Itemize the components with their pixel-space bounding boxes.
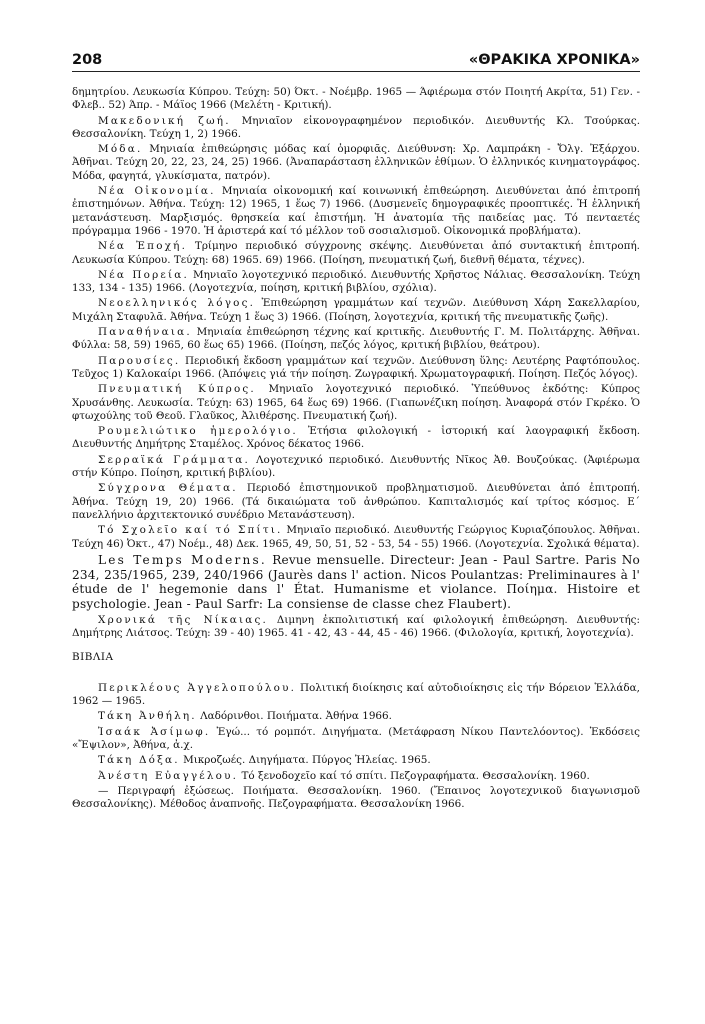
entry-text: Μηνιαία ἐπιθεώρησις μόδας καί ὀμορφιᾶς. Διεύθυνση: Χρ. Λαμπράκη - Ὄλγ. Ἐξάρχου. Ἀθῆναι. Τεύχη 20, 22, 23, 24, 25) 1966. (Ἀναπαράσταση ἑλληνικῶν ἐθίμων. Ὁ ἑλληνικός κινηματογράφος. Μόδα, φαγητά, γλυκίσματα, πατρόν). xyxy=(72,143,640,182)
entry-title: Παναθήναια. xyxy=(98,326,192,339)
entry-text: Ἐπιθεώρηση γραμμάτων καί τεχνῶν. Διεύθυνση Χάρη Σακελλαρίου, Μιχάλη Σταφυλᾶ. Ἀθήνα. Τεύχη 1 ἕως 3) 1966. (Ποίηση, λογοτεχνία, κριτική τῆς πνευματικῆς ζωῆς). xyxy=(72,297,640,323)
book-entry xyxy=(72,770,640,783)
journal-title: «ΘΡΑΚΙΚΑ ΧΡΟΝΙΚΑ» xyxy=(468,52,640,68)
periodical-entry xyxy=(72,143,640,183)
periodical-entry xyxy=(72,355,640,382)
entry-title: Les Temps Moderns. xyxy=(98,552,267,567)
book-text: Λαδόρινθοι. Ποιήματα. Ἀθήνα 1966. xyxy=(200,710,392,723)
journal-page xyxy=(72,52,640,814)
page-number: 208 xyxy=(72,52,103,68)
book-entry xyxy=(72,710,640,723)
entry-title: Νεοελληνικός λόγος. xyxy=(98,297,256,310)
book-author: Τάκη Δόξα. xyxy=(98,754,180,767)
entry-title: Μακεδονική ζωή. xyxy=(98,114,231,127)
periodical-entry xyxy=(72,115,640,142)
running-header xyxy=(72,52,640,72)
book-entry xyxy=(72,682,640,709)
entry-text: Ἐτήσια φιλολογική - ἱστορική καί λαογραφική ἔκδοση. Διευθυντής Δημήτρης Σταμέλος. Χρόνος δέκατος 1966. xyxy=(72,425,640,451)
periodical-entry xyxy=(72,269,640,296)
periodical-entry xyxy=(72,524,640,551)
entry-text: Περιοδό ἐπιστημονικοῦ προβληματισμοῦ. Διευθύνεται ἀπό ἐπιτροπή. Ἀθήνα. Τεύχη 19, 20) 1966. (Τά δικαιώματα τοῦ ἀνθρώπου. Καπιταλισμός καί τρίτος κόσμος. Ε΄ πανελλήνιο ἀρχιτεκτονικό συνέδριο Μετανάστευση). xyxy=(72,482,641,521)
entry-text: Μηνιαῖο λογοτεχνικό περιοδικό. Ὑπεύθυνος ἐκδότης: Κύπρος Χρυσάνθης. Λευκωσία. Τεύχη: 63) 1965, 64 ἕως 69) 1966. (Γιαπωνέζικη ποίηση. Ἀναφορά στόν Γκρέκο. Ὁ φτωχούλης τοῦ Θεοῦ. Γλαῦκος, Ἀλιθέρσης. Πνευματική ζωή). xyxy=(72,383,640,422)
book-text: — Περιγραφή ἐξώσεως. Ποιήματα. Θεσσαλονίκη. 1960. (Ἔπαινος λογοτεχνικοῦ διαγωνισμοῦ Θεσσαλονίκης). Μέθοδος ἀναπνοῆς. Πεζογραφήματα. Θεσσαλονίκη 1966. xyxy=(72,784,640,811)
entry-title: Πνευματική Κύπρος. xyxy=(98,383,256,396)
periodical-entry xyxy=(72,383,640,423)
periodical-entry xyxy=(72,297,640,324)
entry-text: Μηνιαῖο λογοτεχνικό περιοδικό. Διευθυντής Χρῆστος Νάλιας. Θεσσαλονίκη. Τεύχη 133, 134 - 135) 1966. (Λογοτεχνία, ποίηση, κριτική βιβλίου, σχόλια). xyxy=(72,268,640,295)
periodical-entry xyxy=(72,240,640,267)
periodical-entry xyxy=(72,614,640,641)
periodical-entry xyxy=(72,185,640,238)
entry-title: Χρονικά τῆς Νίκαιας. xyxy=(98,613,269,626)
entry-text: Περιοδική ἔκδοση γραμμάτων καί τεχνῶν. Διεύθυνση ὕλης: Λευτέρης Ραφτόπουλος. Τεῦχος 1) Καλοκαίρι 1966. (Ἀπόψεις γιά τήν ποίηση. Ζωγραφική. Χρωματογραφική. Ποίηση. Πεζός λόγος). xyxy=(72,354,640,380)
entry-text: Μηνιαῖο περιοδικό. Διευθυντής Γεώργιος Κυριαζόπουλος. Ἀθῆναι. Τεύχη 46) Ὀκτ., 47) Νοέμ., 48) Δεκ. 1965, 49, 50, 51, 52 - 53, 54 - 55) 1966. (Λογοτεχνία. Σχολικά θέματα). xyxy=(72,524,640,550)
entry-title: Τό Σχολεῖο καί τό Σπίτι. xyxy=(98,524,283,537)
entry-title: Μόδα. xyxy=(98,143,143,156)
book-text: Πολιτική διοίκησις καί αὐτοδιοίκησις εἰς τήν Βόρειον Ἑλλάδα, 1962 — 1965. xyxy=(72,681,640,708)
periodical-entry xyxy=(72,553,640,612)
book-text: Ἐγώ... τό ρομπότ. Διηγήματα. (Μετάφραση Νίκου Παντελόοντος). Ἐκδόσεις «Ἔψιλον», Ἀθήνα, ἀ.χ. xyxy=(72,725,640,752)
periodical-entry xyxy=(72,482,640,522)
book-text: Μικροζωές. Διηγήματα. Πύργος Ἠλείας. 1965. xyxy=(183,754,431,767)
entry-title: Σύγχρονα Θέματα. xyxy=(98,482,238,495)
periodical-entry xyxy=(72,326,640,353)
entry-text: Μηνιαία ἐπιθεώρηση τέχνης καί κριτικῆς. Διευθυντής Γ. Μ. Πολιτάρχης. Ἀθῆναι. Φύλλα: 58, 59) 1965, 60 ἕως 65) 1966. (Ποίηση, πεζός λόγος, κριτική βιβλίου, θεάτρου). xyxy=(72,326,640,352)
entry-text: Λογοτεχνικό περιοδικό. Διευθυντής Νῖκος Ἀθ. Βουζούκας. (Ἀφιέρωμα στήν Κύπρο. Ποίηση, κριτική βιβλίου). xyxy=(72,453,640,480)
entry-text: Διμηνη ἐκπολιτιστική καί φιλολογική ἐπιθεώρηση. Διευθυντής: Δημήτρης Λιάτσος. Τεύχη: 39 - 40) 1965. 41 - 42, 43 - 44, 45 - 46) 1966. (Φιλολογία, κριτική, λογοτεχνία). xyxy=(72,613,641,640)
entry-text: Τρίμηνο περιοδικό σύγχρονης σκέψης. Διευθύνεται ἀπό συντακτική ἐπιτροπή. Λευκωσία Κύπρου. Τεύχη: 68) 1965. 69) 1966. (Ποίηση, πνευματική ζωή, διεθνῆ θέματα, τέχνες). xyxy=(72,240,640,266)
entry-title: Νέα Ἐποχή. xyxy=(98,240,188,253)
entry-title: Σερραϊκά Γράμματα. xyxy=(98,453,251,466)
entry-title: Ρουμελιώτικο ἡμερολόγιο. xyxy=(98,425,298,438)
periodical-entry xyxy=(72,425,640,452)
book-author: Ἀνέστη Εὐαγγέλου. xyxy=(98,769,239,782)
entry-text: Μηνιαία οἰκονομική καί κοινωνική ἐπιθεώρηση. Διευθύνεται ἀπό ἐπιτροπή ἐπιστημόνων. Ἀθήνα. Τεύχη: 12) 1965, 1 ἕως 7) 1966. (Δυσμενεῖς δημογραφικές προοπτικές. Ἡ ἑλληνική μετανάστευση. Μαρξισμός. θρησκεία καί ἐπιστήμη. Ἡ ἀνατομία τῆς παιδείας μας. Τό πενταετές πρόγραμμα 1966 - 1970. Ἡ ἀριστερά καί τό μέλλον τοῦ σοσιαλισμοῦ. Οἰκονομικά προβλήματα). xyxy=(72,185,640,237)
book-author: Περικλέους Ἀγγελοπούλου. xyxy=(98,681,297,694)
entry-text: Revue mensuelle. Directeur: Jean - Paul Sartre. Paris No 234, 235/1965, 239, 240/1966 (Jaurès dans l' action. Nicos Poulantzas: Preliminaures à l' étude de l' hegemonie dans l' État. Humanisme et violance. Ποίημα. Histoire et psychologie. Jean - Paul Sarfr: La consiense de classe chez Flaubert). xyxy=(72,552,641,612)
entry-title: Παρουσίες. xyxy=(98,354,181,367)
entry-title: Νέα Οἰκονομία. xyxy=(98,185,216,198)
entry-text: Μηνιαῖον εἰκονογραφημένον περιοδικόν. Διευθυντής Κλ. Τσούρκας. Θεσσαλονίκη. Τεύχη 1, 2) 1966. xyxy=(72,114,640,140)
book-author: Ἰσαάκ Ἀσίμωφ. xyxy=(98,725,211,738)
book-entry xyxy=(72,785,640,812)
book-entry xyxy=(72,754,640,767)
periodical-entry xyxy=(72,454,640,481)
page-body xyxy=(72,86,640,812)
book-author: Τάκη Ἀνθήλη. xyxy=(98,710,197,723)
section-heading-books: ΒΙΒΛΙΑ xyxy=(72,650,114,663)
book-text: Τό ξενοδοχεῖο καί τό σπίτι. Πεζογραφήματα. Θεσσαλονίκη. 1960. xyxy=(241,769,590,782)
entry-title: Νέα Πορεία. xyxy=(98,268,189,281)
book-entry xyxy=(72,726,640,753)
entry-continuation: δημητρίου. Λευκωσία Κύπρου. Τεύχη: 50) Όκτ. - Νοέμβρ. 1965 — Άφιέρωμα στόν Ποιητή Ακρίτα, 51) Γεν. - Φλεβ.. 52) Άπρ. - Μάϊος 1966 (Μελέτη - Κριτική). xyxy=(72,86,640,112)
